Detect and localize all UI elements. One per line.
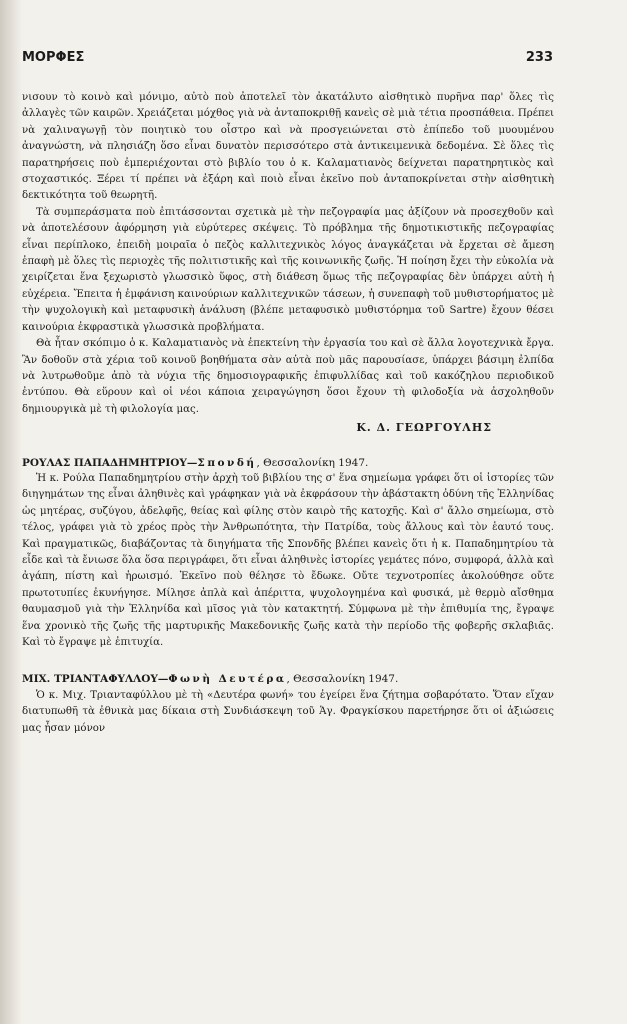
body-paragraph: Θὰ ἦταν σκόπιμο ὁ κ. Καλαματιανὸς νὰ ἐπεκτείνη τὴν ἐργασία του καὶ σὲ ἄλλα λογοτεχνικὰ ἔργα. Ἂν δοθοῦν στὰ χέρια τοῦ κοινοῦ βοηθήματα σὰν αὐτὰ ποὺ μᾶς παρουσίασε, ὑπάρχει βάσιμη ἐλπίδα νὰ λυτρωθοῦμε ἀπὸ τὰ νύχια τῆς δημοσιογραφικῆς ἐπιφυλλίδας καὶ τοῦ κακόζηλου περιοδικοῦ ἐντύπου. Θὰ εὕρουν καὶ οἱ νέοι κάποια χειραγώγηση ὅσοι ἔχουν τὴ φιλοδοξία νὰ ἀσχοληθοῦν δημιουργικὰ μὲ τὴ φιλολογία μας. xyxy=(22,338,554,415)
body-paragraph: Ἡ κ. Ρούλα Παπαδημητρίου στὴν ἀρχὴ τοῦ βιβλίου της σ' ἕνα σημείωμα γράφει ὅτι οἱ ἱστορίες τῶν διηγημάτων της εἶναι ἀληθινὲς καὶ γράφηκαν γιὰ νὰ ἐκφράσουν τὴν ἀβάστακτη ὀδύνη τῆς Ἑλληνίδας ὡς μητέρας, συζύγου, ἀδελφῆς, θείας καὶ φίλης στὸν καιρὸ τῆς κατοχῆς. Καὶ σ' ἄλλο σημείωμα, στὸ τέλος, γράφει γιὰ τὸ χρέος πρὸς τὴν Ἀνθρωπότητα, τὴν Πατρίδα, τοὺς ἄλλους καὶ τὸν ἑαυτό τους. Καὶ πραγματικῶς, διαβάζοντας τὰ διηγήματα τῆς Σπονδῆς βλέπει κανεὶς ὅτι ἡ κ. Παπαδημητρίου τὰ εἶδε καὶ τὰ ἔνιωσε ὅλα ὅσα περιγράφει, ὅτι εἶναι ἀληθινὲς ἱστορίες γεμάτες πόνο, συμφορά, ἀλλὰ καὶ ἀγάπη, πίστη καὶ ἡρωισμό. Ἐκεῖνο ποὺ θέλησε τὸ ἔδωκε. Οὔτε τεχνοτροπίες ἀκολούθησε οὔτε πρωτοτυπίες ἐκυνήγησε. Μίλησε ἁπλὰ καὶ ἀπέριττα, ψυχολογημένα καὶ φυσικά, μὲ θερμὸ αἴσθημα θαυμασμοῦ γιὰ τὴν Ἑλληνίδα καὶ μῖσος γιὰ τὸν κατακτητή. Σύμφωνα μὲ τὴν ἐπιθυμία της, ἔγραψε ἕνα χρονικὸ τῆς ζωῆς τῆς μαρτυρικῆς Μακεδονικῆς ζωῆς κατὰ τὴν περίοδο τῆς φοβερῆς σκλαβιᾶς. Καὶ τὸ ἔγραψε μὲ ἐπιτυχία. xyxy=(22,472,554,648)
author-signature: Κ. Δ. ΓΕΩΡΓΟΥΛΗΣ xyxy=(356,421,492,435)
book-title: Σπονδή xyxy=(197,456,257,469)
scan-shadow xyxy=(0,0,22,1024)
review-spondi xyxy=(22,455,554,652)
body-paragraph: νισουν τὸ κοινὸ καὶ μόνιμο, αὐτὸ ποὺ ἀποτελεῖ τὸν ἀκατάλυτο αἰσθητικὸ πυρῆνα παρ' ὅλες τὶς ἀλλαγὲς τῶν καιρῶν. Χρειάζεται μόχθος γιὰ νὰ ἀνταποκριθῇ κανεὶς σὲ μιὰ τέτια προσπάθεια. Πρέπει νὰ χαλιναγωγῇ τὸν ποιητικὸ του οἶστρο καὶ νὰ προσγειώνεται στὸ ἐπίπεδο τοῦ μυουμένου ἀναγνώστη, νὰ πλησιάζη ὅσο εἶναι δυνατὸν περισσότερο στὰ ἀντικειμενικὰ δεδομένα. Σὲ ὅλες τὶς παρατηρήσεις ποὺ ἐμπεριέχονται στὸ βιβλίο του ὁ κ. Καλαματιανὸς δείχνεται παρατηρητικὸς καὶ στοχαστικός. Ξέρει τί πρέπει νὰ ἐξάρη καὶ ποιὸ εἶναι ἐκεῖνο ποὺ ἀνταποκρίνεται στὴν αἰσθητικὴ δεκτικότητα τοῦ θεωρητῆ. xyxy=(22,92,554,202)
review-author: ΜΙΧ. ΤΡΙΑΝΤΑΦΥΛΛΟΥ— xyxy=(22,673,169,686)
body-paragraph: Τὰ συμπεράσματα ποὺ ἐπιτάσσονται σχετικὰ μὲ τὴν πεζογραφία μας ἀξίζουν νὰ προσεχθοῦν καὶ νὰ ἀποτελέσουν ἀφόρμηση γιὰ εὐρύτερες σκέψεις. Τὸ πρόβλημα τῆς δημοτικιστικῆς πεζογραφίας εἶναι περίπλοκο, ἐπειδὴ μοιραῖα ὁ πεζὸς καλλιτεχνικὸς λόγος ἀναγκάζεται νὰ ἔρχεται σὲ ἄμεση ἐπαφὴ μὲ ὅλες τὶς περιοχὲς τῆς πολιτιστικῆς καὶ τῆς κοινωνικῆς ζωῆς. Ἡ ποίηση ἔχει τὴν εὐκολία νὰ χειρίζεται ἕνα ξεχωριστὸ γλωσσικὸ ὕφος, στὴ διάθεση ὅμως τῆς πεζογραφίας δὲν ὑπάρχει αὐτὴ ἡ εὐχέρεια. Ἔπειτα ἡ ἐμφάνιση καινούριων καλλιτεχνικῶν τάσεων, ἡ συνεπαφὴ τοῦ μυθιστορήματος μὲ τὴν ψυχολογικὴ καὶ μεταφυσικὴ ἀνάλυση (βλέπε μεταφυσικὸ μυθιστόρημα τοῦ Sartre) ἔχουν θέσει καινούρια ἐκφραστικὰ γλωσσικὰ προβλήματα. xyxy=(22,206,554,333)
review-author: ΡΟΥΛΑΣ ΠΑΠΑΔΗΜΗΤΡΙΟΥ— xyxy=(22,456,198,469)
review-kalamatianos xyxy=(22,90,554,437)
page-number: 233 xyxy=(525,50,553,65)
publication-info: , Θεσσαλονίκη 1947. xyxy=(286,673,399,686)
review-heading xyxy=(22,455,554,471)
page-body xyxy=(22,90,554,737)
book-title: Φωνὴ Δευτέρα xyxy=(168,673,287,686)
page-header xyxy=(22,50,553,68)
journal-title: ΜΟΡΦΕΣ xyxy=(22,50,85,65)
body-paragraph: Ὁ κ. Μιχ. Τριανταφύλλου μὲ τὴ «Δευτέρα φωνή» του ἐγείρει ἕνα ζήτημα σοβαρότατο. Ὅταν εἴχαν διατυπωθῆ τὰ ἐθνικὰ μας δίκαια στὴ Συνδιάσκεψη τοῦ Ἁγ. Φραγκίσκου παρετήρησε ὅτι οἱ ἀξιώσεις μας ἦσαν μόνον xyxy=(22,689,554,734)
section-gap xyxy=(22,651,554,665)
publication-info: , Θεσσαλονίκη 1947. xyxy=(256,456,369,469)
review-heading xyxy=(22,671,554,687)
review-foni-deftera xyxy=(22,671,554,737)
